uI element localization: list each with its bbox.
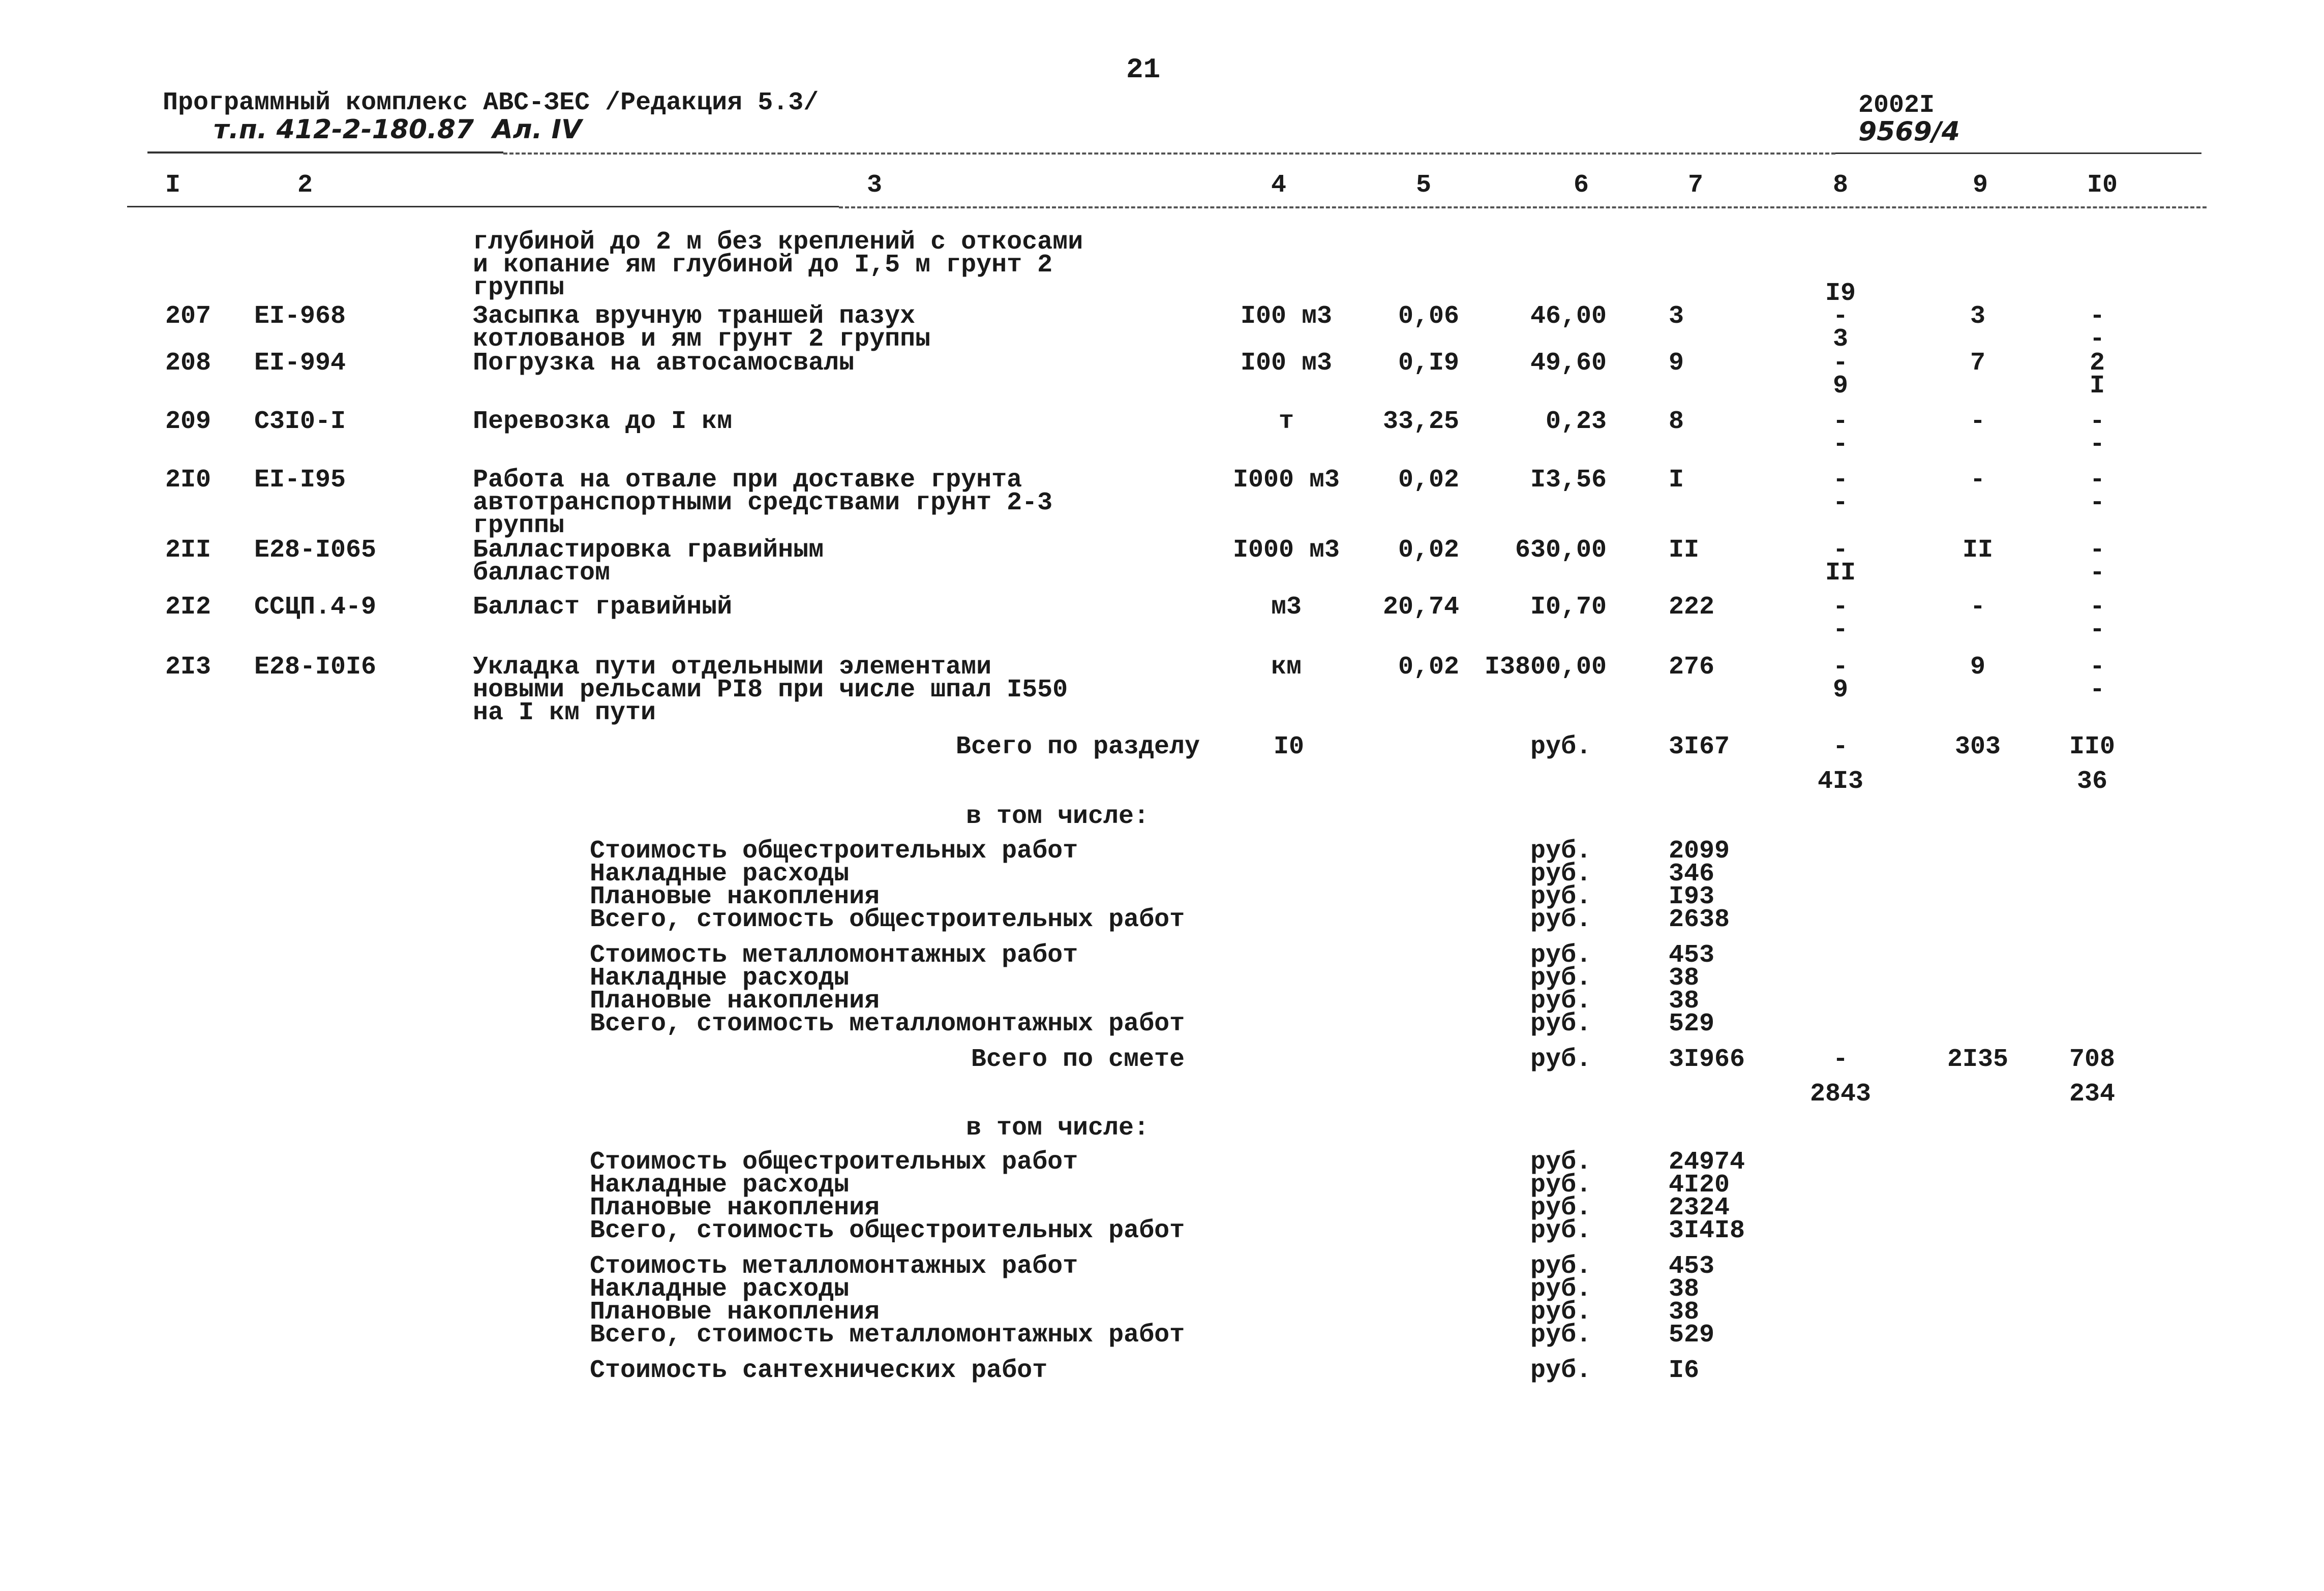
row-col8: 9 <box>1832 372 1848 401</box>
breakdown-value: 529 <box>1669 1009 1715 1038</box>
row-col8: II <box>1825 559 1856 588</box>
breakdown-value: 453 <box>1669 941 1715 970</box>
row-col9: 7 <box>1970 349 1985 378</box>
document-code-secondary: 9569/4 <box>1858 116 1960 147</box>
breakdown-unit: руб. <box>1530 1216 1592 1245</box>
column-header: 3 <box>866 171 882 200</box>
row-description: балластом <box>473 559 611 588</box>
row-col10: - <box>2089 653 2105 682</box>
breakdown-value: 2324 <box>1669 1194 1730 1222</box>
row-col10: - <box>2089 593 2105 622</box>
row-description: новыми рельсами PI8 при числе шпал I550 <box>473 676 1068 705</box>
row-col9: 9 <box>1970 653 1985 682</box>
breakdown-label: Всего, стоимость общестроительных работ <box>590 1216 1185 1245</box>
row-col9: - <box>1970 466 1985 495</box>
row-col8: - <box>1832 466 1848 495</box>
breakdown-unit: руб. <box>1530 964 1592 993</box>
breakdown-label: Всего, стоимость металломонтажных работ <box>590 1009 1185 1038</box>
breakdown-label: Плановые накопления <box>590 1194 880 1222</box>
estimate-total-col10: 234 <box>2069 1080 2115 1109</box>
breakdown-label: Стоимость общестроительных работ <box>590 837 1078 866</box>
row-col8: - <box>1832 488 1848 517</box>
row-quantity: 0,06 <box>1398 302 1459 331</box>
row-col10: - <box>2089 466 2105 495</box>
breakdown-label: Накладные расходы <box>590 860 850 889</box>
row-unit: м3 <box>1271 593 1302 622</box>
row-price: 49,60 <box>1530 349 1607 378</box>
program-title: Программный комплекс АВС-ЗЕС /Редакция 5.3/ <box>163 88 819 117</box>
row-number: 207 <box>165 302 212 331</box>
row-code: EI-994 <box>254 349 346 378</box>
breakdown-unit: руб. <box>1530 1009 1592 1038</box>
row-total: 8 <box>1669 407 1684 436</box>
row-unit: I000 м3 <box>1232 536 1340 565</box>
row-quantity: 0,02 <box>1398 653 1459 682</box>
breakdown-unit: руб. <box>1530 882 1592 911</box>
description-line: группы <box>473 273 565 302</box>
row-code: ССЦП.4-9 <box>254 593 377 622</box>
row-price: 0,23 <box>1545 407 1607 436</box>
row-code: C3I0-I <box>254 407 346 436</box>
row-unit: т <box>1278 407 1294 436</box>
breakdown-unit: руб. <box>1530 837 1592 866</box>
row-description: Работа на отвале при доставке грунта <box>473 466 1022 495</box>
row-price: 630,00 <box>1515 536 1607 565</box>
breakdown-label: Стоимость общестроительных работ <box>590 1148 1078 1177</box>
row-total: 3 <box>1669 302 1684 331</box>
row-total: 9 <box>1669 349 1684 378</box>
section-total-value: 3I67 <box>1669 732 1730 761</box>
breakdown-value: 38 <box>1669 1275 1700 1304</box>
estimate-total-unit: руб. <box>1530 1045 1592 1074</box>
row-unit: I00 м3 <box>1240 302 1333 331</box>
breakdown-unit: руб. <box>1530 1298 1592 1327</box>
row-col10: - <box>2089 676 2105 705</box>
section-total-unit: руб. <box>1530 732 1592 761</box>
row-col8: - <box>1832 616 1848 645</box>
section-total-label: Всего по разделу <box>955 732 1200 761</box>
breakdown-value: 38 <box>1669 1298 1700 1327</box>
row-description: котлованов и ям грунт 2 группы <box>473 325 931 354</box>
row-total: I <box>1669 466 1684 495</box>
breakdown-value: 3I4I8 <box>1669 1216 1745 1245</box>
column-header: 6 <box>1573 171 1589 200</box>
breakdown-unit: руб. <box>1530 1148 1592 1177</box>
row-total: 276 <box>1669 653 1715 682</box>
estimate-total-value: 3I966 <box>1669 1045 1745 1074</box>
breakdown-unit: руб. <box>1530 941 1592 970</box>
column-header: 9 <box>1972 171 1988 200</box>
column-header: 8 <box>1832 171 1848 200</box>
breakdown-unit: руб. <box>1530 1194 1592 1222</box>
row-unit: км <box>1271 653 1302 682</box>
breakdown-value: 38 <box>1669 964 1700 993</box>
row-code: E28-I0I6 <box>254 653 377 682</box>
row-total: II <box>1669 536 1700 565</box>
row-col8: - <box>1832 349 1848 378</box>
breakdown-label: Стоимость металломонтажных работ <box>590 1252 1078 1281</box>
row-total: 222 <box>1669 593 1715 622</box>
row-unit: I00 м3 <box>1240 349 1333 378</box>
breakdown-label: Всего, стоимость общестроительных работ <box>590 905 1185 934</box>
row-col8: 9 <box>1832 676 1848 705</box>
row-col9: - <box>1970 593 1985 622</box>
breakdown-unit: руб. <box>1530 987 1592 1016</box>
breakdown-unit: руб. <box>1530 905 1592 934</box>
section-total-col10: II0 <box>2069 732 2115 761</box>
breakdown-label: Плановые накопления <box>590 987 880 1016</box>
breakdown-unit: руб. <box>1530 1275 1592 1304</box>
page-number: 21 <box>1126 53 1161 86</box>
row-col9: - <box>1970 407 1985 436</box>
breakdown-label: Плановые накопления <box>590 1298 880 1327</box>
column-header: 7 <box>1687 171 1703 200</box>
breakdown-unit: руб. <box>1530 1321 1592 1350</box>
breakdown-unit: руб. <box>1530 1171 1592 1200</box>
row-col8: I9 <box>1825 279 1856 308</box>
breakdown-value: 346 <box>1669 860 1715 889</box>
row-number: 2II <box>165 536 212 565</box>
column-header: 5 <box>1415 171 1431 200</box>
breakdown-value: 4I20 <box>1669 1171 1730 1200</box>
project-number: т.п. 412-2-180.87 Ал. IV <box>214 114 582 145</box>
row-code: EI-968 <box>254 302 346 331</box>
column-header: I0 <box>2087 171 2118 200</box>
row-col10: - <box>2089 430 2105 459</box>
estimate-total-col9: 2I35 <box>1947 1045 2009 1074</box>
row-description: Укладка пути отдельными элементами <box>473 653 992 682</box>
row-price: 46,00 <box>1530 302 1607 331</box>
row-description: автотранспортными средствами грунт 2-3 <box>473 488 1053 517</box>
row-quantity: 33,25 <box>1382 407 1459 436</box>
row-col8: - <box>1832 302 1848 331</box>
including-label: в том числе: <box>966 1114 1150 1143</box>
row-col8: - <box>1832 407 1848 436</box>
breakdown-label: Накладные расходы <box>590 1275 850 1304</box>
row-col8: - <box>1832 536 1848 565</box>
row-quantity: 0,I9 <box>1398 349 1459 378</box>
description-line: и копание ям глубиной до I,5 м грунт 2 <box>473 251 1053 280</box>
row-description: Погрузка на автосамосвалы <box>473 349 855 378</box>
description-line: глубиной до 2 м без креплений с откосами <box>473 228 1083 257</box>
row-col10: - <box>2089 488 2105 517</box>
row-col10: - <box>2089 407 2105 436</box>
breakdown-label: Накладные расходы <box>590 1171 850 1200</box>
row-col8: 3 <box>1832 325 1848 354</box>
row-description: Перевозка до I км <box>473 407 733 436</box>
section-total-col10: 36 <box>2076 767 2107 796</box>
document-code: 2002I <box>1858 91 1935 120</box>
breakdown-unit: руб. <box>1530 1356 1592 1385</box>
column-header: I <box>165 171 180 200</box>
row-number: 209 <box>165 407 212 436</box>
estimate-total-col8: - <box>1832 1045 1848 1074</box>
row-description: группы <box>473 511 565 540</box>
row-number: 208 <box>165 349 212 378</box>
breakdown-value: I6 <box>1669 1356 1700 1385</box>
row-description: на I км пути <box>473 698 656 727</box>
row-quantity: 0,02 <box>1398 466 1459 495</box>
column-header: 2 <box>297 171 313 200</box>
estimate-total-col8: 2843 <box>1809 1080 1872 1109</box>
row-price: I3800,00 <box>1484 653 1607 682</box>
row-quantity: 0,02 <box>1398 536 1459 565</box>
section-total-col8: - <box>1832 732 1848 761</box>
column-header: 4 <box>1271 171 1286 200</box>
row-col10: I <box>2089 372 2105 401</box>
row-code: E28-I065 <box>254 536 377 565</box>
section-total-col8: 4I3 <box>1817 767 1863 796</box>
breakdown-value: 24974 <box>1669 1148 1745 1177</box>
estimate-total-label: Всего по смете <box>971 1045 1185 1074</box>
breakdown-value: 2099 <box>1669 837 1730 866</box>
breakdown-label: Стоимость металломонтажных работ <box>590 941 1078 970</box>
breakdown-unit: руб. <box>1530 1252 1592 1281</box>
row-unit: I000 м3 <box>1232 466 1340 495</box>
including-label: в том числе: <box>966 802 1150 831</box>
breakdown-label: Накладные расходы <box>590 964 850 993</box>
row-col9: 3 <box>1970 302 1985 331</box>
row-description: Балластировка гравийным <box>473 536 824 565</box>
breakdown-value: 453 <box>1669 1252 1715 1281</box>
breakdown-label: Плановые накопления <box>590 882 880 911</box>
breakdown-value: 38 <box>1669 987 1700 1016</box>
row-col9: II <box>1962 536 1993 565</box>
breakdown-value: 529 <box>1669 1321 1715 1350</box>
row-number: 2I2 <box>165 593 212 622</box>
row-col8: - <box>1832 593 1848 622</box>
row-quantity: 20,74 <box>1382 593 1459 622</box>
row-col8: - <box>1832 430 1848 459</box>
breakdown-label: Стоимость сантехнических работ <box>590 1356 1048 1385</box>
row-col10: - <box>2089 325 2105 354</box>
row-col10: 2 <box>2089 349 2105 378</box>
breakdown-unit: руб. <box>1530 860 1592 889</box>
row-number: 2I3 <box>165 653 212 682</box>
breakdown-value: 2638 <box>1669 905 1730 934</box>
row-number: 2I0 <box>165 466 212 495</box>
row-price: I0,70 <box>1530 593 1607 622</box>
row-col10: - <box>2089 536 2105 565</box>
estimate-total-col10: 708 <box>2069 1045 2115 1074</box>
breakdown-label: Всего, стоимость металломонтажных работ <box>590 1321 1185 1350</box>
section-total-col9: 303 <box>1954 732 2001 761</box>
row-col10: - <box>2089 616 2105 645</box>
row-col8: - <box>1832 653 1848 682</box>
row-price: I3,56 <box>1530 466 1607 495</box>
section-total-col4: I0 <box>1274 732 1305 761</box>
breakdown-value: I93 <box>1669 882 1715 911</box>
row-description: Засыпка вручную траншей пазух <box>473 302 916 331</box>
row-code: EI-I95 <box>254 466 346 495</box>
row-description: Балласт гравийный <box>473 593 733 622</box>
row-col10: - <box>2089 302 2105 331</box>
row-col10: - <box>2089 559 2105 588</box>
